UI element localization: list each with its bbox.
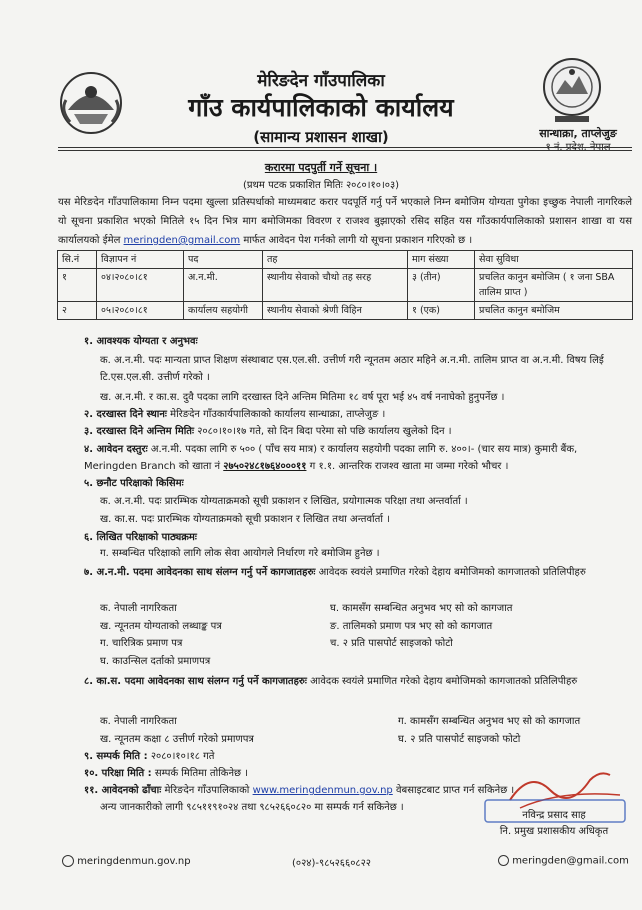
section-2-label: २. दरखास्त दिने स्थानः <box>84 409 167 420</box>
section-1-ka: क. अ.न.मी. पदः मान्यता प्राप्त शिक्षण संस्थाबाट एस.एल.सी. उत्तीर्ण गरी न्यूनतम अठार महिने अ.न.मी. तालिम प्राप्त वा अ.न.मी. विषय लिई टि.एस.एल.सी. उत्तीर्ण गरेको । <box>100 355 604 383</box>
section-7 <box>84 564 632 581</box>
table-row <box>58 302 633 320</box>
list-item: ग. कामसँग सम्बन्धित अनुभव भए सो को कागजात <box>398 716 581 727</box>
list-item: घ. २ प्रति पासपोर्ट साइजको फोटो <box>398 734 521 745</box>
section-2 <box>84 407 624 422</box>
section-2-text: मेरिङदेन गाँउकार्यपालिकाको कार्यालय सान्धाक्रा, ताप्लेजुङ । <box>170 409 386 420</box>
table-header-cell: सि.नं <box>58 251 97 269</box>
table-header-cell: विज्ञापन नं <box>97 251 184 269</box>
section-11-text-2: वेबसाइटबाट प्राप्त गर्न सकिनेछ । <box>395 785 515 796</box>
list-item: च. २ प्रति पासपोर्ट साइजको फोटो <box>330 638 453 649</box>
section-6-title: ६. लिखित परिक्षाको पाठ्यक्रमः <box>84 532 197 543</box>
table-cell: स्थानीय सेवाको श्रेणी विहिन <box>263 302 408 320</box>
section-10 <box>84 766 248 781</box>
section-8-text: आवेदक स्वयंले प्रमाणित गरेको देहाय बमोजिमको कागजातको प्रतिलिपीहरु <box>310 676 578 687</box>
table-cell: कार्यालय सहयोगी <box>184 302 263 320</box>
table-cell: प्रचलित कानुन बमोजिम <box>475 302 633 320</box>
table-cell: ३ (तीन) <box>408 269 475 302</box>
address-line-2: १ नं. प्रदेश, नेपाल <box>545 142 611 153</box>
table-cell: स्थानीय सेवाको चौथो तह सरह <box>263 269 408 302</box>
website-link[interactable]: www.meringdenmun.gov.np <box>252 785 393 796</box>
section-10-label: १०. परिक्षा मिति : <box>84 768 152 779</box>
list-item: क. नेपाली नागरिकता <box>100 603 177 614</box>
list-item: घ. कामसँग सम्बन्धित अनुभव भए सो को कागजात <box>330 603 513 614</box>
globe-icon <box>62 855 74 867</box>
table-cell: प्रचलित कानुन बमोजिम ( १ जना SBA तालिम प्राप्त ) <box>475 269 633 302</box>
section-4-account-number: २७५०२४८१७६४०००११ <box>223 461 307 472</box>
list-item: ख. न्यूनतम कक्षा ८ उत्तीर्ण गरेको प्रमाणपत्र <box>100 734 254 745</box>
table-header-cell: पद <box>184 251 263 269</box>
section-3-text: २०८०।१०।१७ गते, सो दिन बिदा परेमा सो पछि कार्यालय खुलेको दिन । <box>197 426 452 437</box>
header-divider-2 <box>58 150 632 151</box>
section-4-text-1: अ.न.मी. पदका लागि रु ५०० ( पाँच सय मात्र) र कार्यालय सहयोगी पदका लागि रु. ४००।- (चार सय मात्र) कुमारी बैंक, Meringden Branch को खाता नं <box>84 444 578 472</box>
section-9-label: ९. सम्पर्क मिति : <box>84 751 148 762</box>
signer-name: नविन्द्र प्रसाद साह <box>522 810 586 821</box>
list-item: ख. न्यूनतम योग्यताको लब्धाङ्क पत्र <box>100 620 222 632</box>
section-4 <box>84 441 632 475</box>
section-7-title: ७. अ.न.मी. पदमा आवेदनका साथ संलग्न गर्नु पर्ने कागजातहरुः <box>84 567 316 578</box>
section-6-ga: ग. सम्बन्धित परिक्षाको लागि लोक सेवा आयोगले निर्धारण गरे बमोजिम हुनेछ । <box>100 548 380 559</box>
section-8-right-list <box>398 713 580 749</box>
list-item: क. नेपाली नागरिकता <box>100 716 177 727</box>
section-5-kha: ख. का.स. पदः प्रारम्भिक योग्यताक्रमको सूची प्रकाशन र लिखित तथा अन्तर्वार्ता । <box>100 514 390 525</box>
section-11-label: ११. आवेदनको ढाँचाः <box>84 785 162 796</box>
table-header-cell: माग संख्या <box>408 251 475 269</box>
office-title: गाँउ कार्यपालिकाको कार्यालय <box>188 93 454 122</box>
section-4-label: ४. आवेदन दस्तुरः <box>84 444 148 455</box>
branch-name: (सामान्य प्रशासन शाखा) <box>253 128 389 146</box>
section-8-title: ८. का.स. पदमा आवेदनका साथ संलग्न गर्नु पर्ने कागजातहरुः <box>84 676 307 687</box>
section-9 <box>84 749 215 764</box>
table-header-row <box>58 251 633 269</box>
footer-phone <box>292 855 371 869</box>
section-1-title: १. आवश्यक योग्यता र अनुभवः <box>84 336 198 347</box>
section-9-text: २०८०।१०।१८ गते <box>150 751 215 762</box>
header-divider <box>58 147 632 148</box>
table-header-cell: तह <box>263 251 408 269</box>
section-5-title: ५. छनौट परिक्षाको किसिमः <box>84 478 184 489</box>
table-cell: १ (एक) <box>408 302 475 320</box>
table-cell: १ <box>58 269 97 302</box>
section-11-contact: अन्य जानकारीको लागी ९८५११९१०२४ तथा ९८५२६६०८२० मा सम्पर्क गर्न सकिनेछ । <box>100 802 404 813</box>
table-cell: ०४।२०८०।८१ <box>97 269 184 302</box>
table-cell: ०५।२०८०।८१ <box>97 302 184 320</box>
footer-phone-text: (०२४)-९८५२६६०८२२ <box>292 858 372 869</box>
section-3-label: ३. दरखास्त दिने अन्तिम मितिः <box>84 426 195 437</box>
section-11 <box>84 783 544 798</box>
table-cell: २ <box>58 302 97 320</box>
table-cell: अ.न.मी. <box>184 269 263 302</box>
section-11-text-1: मेरिङदेन गाँउपालिकाको <box>164 785 250 796</box>
footer-email <box>498 855 629 867</box>
section-3 <box>84 424 624 439</box>
section-1-kha: ख. अ.न.मी. र का.स. दुवै पदका लागि दरखास्त दिने अन्तिम मितिमा १८ वर्ष पूरा भई ४५ वर्ष ननाघेको हुनुपर्नेछ । <box>100 392 505 403</box>
section-7-left-list <box>100 600 222 670</box>
footer-website <box>62 855 191 867</box>
notice-title: करारमा पदपुर्ती गर्ने सूचना । <box>264 161 378 174</box>
footer-email-text[interactable]: meringden@gmail.com <box>512 855 629 867</box>
notice-intro <box>58 193 632 250</box>
section-8-left-list <box>100 713 254 749</box>
address-line-1: सान्धाक्रा, ताप्लेजुङ <box>539 127 617 140</box>
section-8 <box>84 673 632 691</box>
section-4-text-2: ग १.१. आन्तरिक राजश्व खाता मा जम्मा गरेको भौचर । <box>309 461 509 472</box>
section-10-text: सम्पर्क मितिमा तोकिनेछ । <box>154 768 248 779</box>
list-item: ग. चारित्रिक प्रमाण पत्र <box>100 638 183 649</box>
table-row <box>58 269 633 302</box>
section-7-right-list <box>330 600 512 653</box>
signer-title: नि. प्रमुख प्रशासकीय अधिकृत <box>499 826 609 837</box>
footer-website-text[interactable]: meringdenmun.gov.np <box>77 856 191 867</box>
list-item: घ. काउन्सिल दर्ताको प्रमाणपत्र <box>100 655 211 667</box>
intro-text-1: यस मेरिङदेन गाँउपालिकामा निम्न पदमा खुल्ला प्रतिस्पर्धाको माध्यमबाट करार पदपूर्ति गर्नु पर्ने भएकाले निम्न बमोजिम योग्यता पुगेका इच्छुक नेपाली नागरिकले यो सूचना प्रकाशित भएको मितिले १५ दिन भित्र माग बमोजिमका विवरण र राजश्व बुझाएको रसिद सहित यस गाँउकार्यपालिकाको प्रशासन शाखा वा यस कार्यालयको ईमेल <box>58 197 632 246</box>
vacancy-table <box>57 250 633 320</box>
intro-text-2: मार्फत आवेदन पेश गर्नको लागी यो सूचना प्रकाशन गरिएको छ । <box>243 235 473 246</box>
section-7-text: आवेदक स्वयंले प्रमाणित गरेको देहाय बमोजिमको कागजातको प्रतिलिपीहरु <box>318 567 586 578</box>
municipality-name: मेरिङदेन गाँउपालिका <box>257 71 385 91</box>
list-item: ङ. तालिमको प्रमाण पत्र भए सो को कागजात <box>330 620 493 632</box>
section-5-ka: क. अ.न.मी. पदः प्रारम्भिक योग्यताक्रमको सूची प्रकाशन र लिखित, प्रयोगात्मक परिक्षा तथा अन्तर्वार्ता । <box>100 496 468 507</box>
email-icon <box>498 855 509 866</box>
notice-subtitle: (प्रथम पटक प्रकाशित मितिः २०८०।१०।०३) <box>242 180 400 191</box>
table-header-cell: सेवा सुविधा <box>475 251 633 269</box>
intro-email-link[interactable]: meringden@gmail.com <box>123 235 241 246</box>
